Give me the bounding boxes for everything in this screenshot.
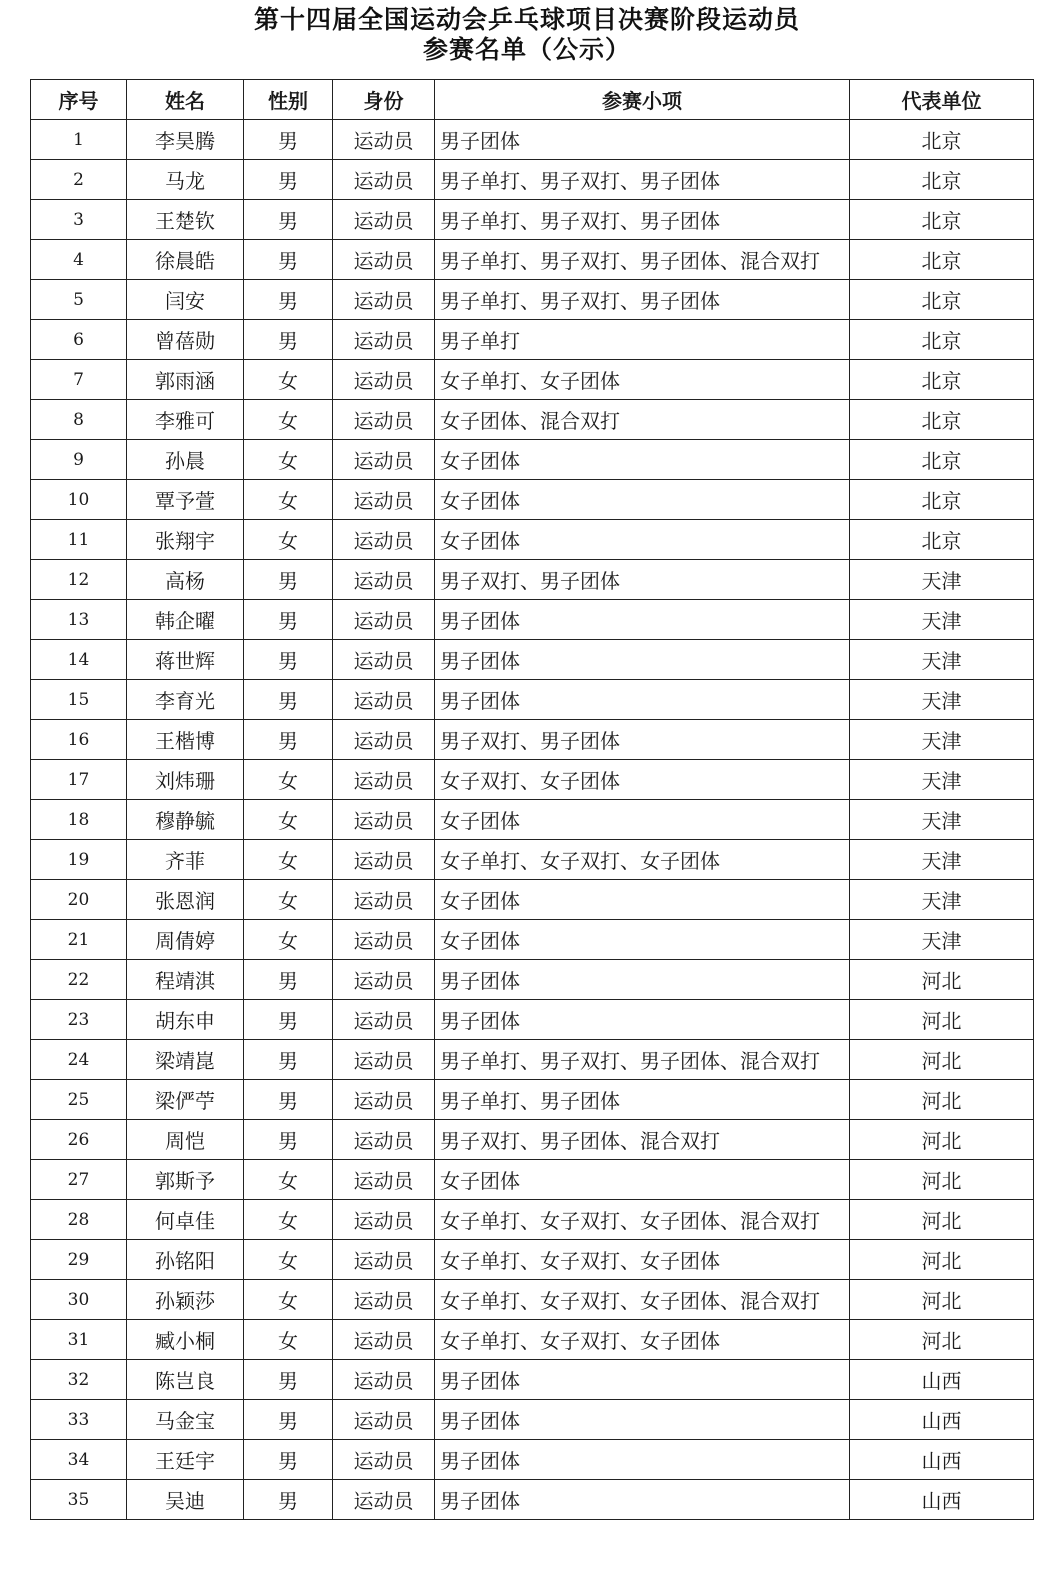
- cell-name: 郭雨涵: [127, 360, 244, 400]
- cell-no: 6: [31, 320, 127, 360]
- cell-name: 胡东申: [127, 1000, 244, 1040]
- header-unit: 代表单位: [850, 80, 1034, 120]
- table-row: [31, 1120, 1034, 1160]
- table-row: [31, 1040, 1034, 1080]
- cell-unit: 河北: [850, 1280, 1034, 1320]
- cell-role: 运动员: [333, 680, 435, 720]
- header-events: 参赛小项: [435, 80, 850, 120]
- cell-no: 11: [31, 520, 127, 560]
- table-row: [31, 1360, 1034, 1400]
- cell-name: 臧小桐: [127, 1320, 244, 1360]
- cell-unit: 山西: [850, 1440, 1034, 1480]
- table-row: [31, 120, 1034, 160]
- cell-no: 8: [31, 400, 127, 440]
- cell-unit: 河北: [850, 960, 1034, 1000]
- cell-unit: 山西: [850, 1480, 1034, 1520]
- cell-unit: 河北: [850, 1120, 1034, 1160]
- cell-unit: 河北: [850, 1080, 1034, 1120]
- cell-name: 覃予萱: [127, 480, 244, 520]
- cell-unit: 北京: [850, 200, 1034, 240]
- cell-no: 16: [31, 720, 127, 760]
- table-row: [31, 480, 1034, 520]
- cell-role: 运动员: [333, 1320, 435, 1360]
- cell-events: 男子团体: [435, 680, 850, 720]
- cell-no: 29: [31, 1240, 127, 1280]
- cell-gender: 女: [244, 1240, 333, 1280]
- cell-unit: 天津: [850, 800, 1034, 840]
- document-title: [0, 0, 1054, 78]
- cell-role: 运动员: [333, 920, 435, 960]
- cell-unit: 天津: [850, 680, 1034, 720]
- cell-events: 男子单打、男子团体: [435, 1080, 850, 1120]
- table-row: [31, 1320, 1034, 1360]
- cell-no: 7: [31, 360, 127, 400]
- cell-unit: 北京: [850, 480, 1034, 520]
- cell-role: 运动员: [333, 280, 435, 320]
- cell-unit: 山西: [850, 1400, 1034, 1440]
- cell-events: 女子团体: [435, 880, 850, 920]
- cell-events: 女子团体: [435, 440, 850, 480]
- cell-no: 17: [31, 760, 127, 800]
- cell-role: 运动员: [333, 1240, 435, 1280]
- cell-no: 28: [31, 1200, 127, 1240]
- cell-no: 25: [31, 1080, 127, 1120]
- cell-name: 孙铭阳: [127, 1240, 244, 1280]
- cell-name: 齐菲: [127, 840, 244, 880]
- cell-unit: 北京: [850, 160, 1034, 200]
- header-name: 姓名: [127, 80, 244, 120]
- cell-role: 运动员: [333, 720, 435, 760]
- table-row: [31, 960, 1034, 1000]
- cell-no: 13: [31, 600, 127, 640]
- title-line-1: 第十四届全国运动会乒乓球项目决赛阶段运动员: [253, 5, 800, 34]
- cell-gender: 男: [244, 640, 333, 680]
- cell-events: 男子团体: [435, 120, 850, 160]
- cell-events: 女子单打、女子双打、女子团体、混合双打: [435, 1280, 850, 1320]
- cell-gender: 男: [244, 1360, 333, 1400]
- cell-gender: 女: [244, 360, 333, 400]
- cell-unit: 天津: [850, 840, 1034, 880]
- cell-role: 运动员: [333, 840, 435, 880]
- header-row: [31, 80, 1034, 120]
- cell-no: 21: [31, 920, 127, 960]
- cell-events: 男子双打、男子团体: [435, 560, 850, 600]
- cell-role: 运动员: [333, 1000, 435, 1040]
- cell-gender: 女: [244, 1200, 333, 1240]
- cell-no: 27: [31, 1160, 127, 1200]
- cell-role: 运动员: [333, 520, 435, 560]
- cell-role: 运动员: [333, 480, 435, 520]
- cell-no: 15: [31, 680, 127, 720]
- cell-events: 男子团体: [435, 640, 850, 680]
- table-row: [31, 600, 1034, 640]
- table-row: [31, 680, 1034, 720]
- table-row: [31, 720, 1034, 760]
- cell-name: 程靖淇: [127, 960, 244, 1000]
- cell-name: 曾蓓勋: [127, 320, 244, 360]
- cell-gender: 男: [244, 240, 333, 280]
- cell-events: 女子团体、混合双打: [435, 400, 850, 440]
- cell-role: 运动员: [333, 320, 435, 360]
- cell-events: 男子团体: [435, 1000, 850, 1040]
- cell-gender: 男: [244, 1040, 333, 1080]
- cell-name: 吴迪: [127, 1480, 244, 1520]
- cell-name: 张翔宇: [127, 520, 244, 560]
- cell-role: 运动员: [333, 160, 435, 200]
- cell-role: 运动员: [333, 760, 435, 800]
- cell-role: 运动员: [333, 1040, 435, 1080]
- table-row: [31, 1080, 1034, 1120]
- cell-gender: 女: [244, 1280, 333, 1320]
- cell-gender: 女: [244, 480, 333, 520]
- table-row: [31, 1280, 1034, 1320]
- table-row: [31, 1480, 1034, 1520]
- table-row: [31, 200, 1034, 240]
- cell-no: 22: [31, 960, 127, 1000]
- table-header: [31, 80, 1034, 120]
- cell-unit: 天津: [850, 880, 1034, 920]
- cell-gender: 女: [244, 520, 333, 560]
- cell-name: 孙晨: [127, 440, 244, 480]
- cell-unit: 北京: [850, 440, 1034, 480]
- cell-no: 35: [31, 1480, 127, 1520]
- cell-gender: 男: [244, 720, 333, 760]
- cell-events: 男子单打、男子双打、男子团体、混合双打: [435, 1040, 850, 1080]
- cell-gender: 男: [244, 1480, 333, 1520]
- cell-gender: 女: [244, 800, 333, 840]
- cell-gender: 女: [244, 880, 333, 920]
- cell-events: 男子双打、男子团体: [435, 720, 850, 760]
- cell-name: 王廷宇: [127, 1440, 244, 1480]
- cell-role: 运动员: [333, 1360, 435, 1400]
- cell-name: 李育光: [127, 680, 244, 720]
- table-body: [31, 120, 1034, 1520]
- table-row: [31, 160, 1034, 200]
- cell-unit: 天津: [850, 600, 1034, 640]
- cell-events: 男子单打、男子双打、男子团体: [435, 280, 850, 320]
- table-row: [31, 240, 1034, 280]
- cell-gender: 男: [244, 560, 333, 600]
- table-row: [31, 840, 1034, 880]
- cell-unit: 北京: [850, 520, 1034, 560]
- table-row: [31, 1400, 1034, 1440]
- cell-no: 30: [31, 1280, 127, 1320]
- cell-events: 女子单打、女子双打、女子团体: [435, 1240, 850, 1280]
- table-row: [31, 320, 1034, 360]
- header-no: 序号: [31, 80, 127, 120]
- cell-no: 19: [31, 840, 127, 880]
- cell-role: 运动员: [333, 960, 435, 1000]
- cell-name: 王楷博: [127, 720, 244, 760]
- cell-events: 男子单打、男子双打、男子团体: [435, 200, 850, 240]
- cell-gender: 男: [244, 1000, 333, 1040]
- cell-role: 运动员: [333, 120, 435, 160]
- cell-gender: 男: [244, 120, 333, 160]
- cell-name: 周恺: [127, 1120, 244, 1160]
- cell-events: 女子团体: [435, 800, 850, 840]
- cell-events: 女子团体: [435, 920, 850, 960]
- cell-no: 33: [31, 1400, 127, 1440]
- table-row: [31, 560, 1034, 600]
- cell-gender: 男: [244, 160, 333, 200]
- cell-unit: 天津: [850, 760, 1034, 800]
- cell-gender: 男: [244, 200, 333, 240]
- table-row: [31, 1000, 1034, 1040]
- table-row: [31, 760, 1034, 800]
- cell-unit: 河北: [850, 1320, 1034, 1360]
- cell-gender: 女: [244, 840, 333, 880]
- cell-no: 12: [31, 560, 127, 600]
- table-row: [31, 400, 1034, 440]
- cell-events: 女子单打、女子双打、女子团体、混合双打: [435, 1200, 850, 1240]
- cell-gender: 男: [244, 1400, 333, 1440]
- cell-gender: 女: [244, 400, 333, 440]
- cell-name: 王楚钦: [127, 200, 244, 240]
- cell-no: 4: [31, 240, 127, 280]
- cell-role: 运动员: [333, 1120, 435, 1160]
- table-row: [31, 920, 1034, 960]
- cell-no: 5: [31, 280, 127, 320]
- cell-role: 运动员: [333, 1200, 435, 1240]
- cell-gender: 男: [244, 280, 333, 320]
- cell-role: 运动员: [333, 1440, 435, 1480]
- cell-gender: 女: [244, 920, 333, 960]
- cell-events: 男子单打、男子双打、男子团体、混合双打: [435, 240, 850, 280]
- cell-gender: 男: [244, 1080, 333, 1120]
- cell-name: 闫安: [127, 280, 244, 320]
- table-row: [31, 640, 1034, 680]
- cell-events: 男子团体: [435, 600, 850, 640]
- cell-unit: 北京: [850, 240, 1034, 280]
- cell-gender: 女: [244, 1320, 333, 1360]
- cell-gender: 女: [244, 1160, 333, 1200]
- cell-gender: 女: [244, 440, 333, 480]
- cell-role: 运动员: [333, 1480, 435, 1520]
- table-row: [31, 360, 1034, 400]
- cell-role: 运动员: [333, 360, 435, 400]
- cell-name: 周倩婷: [127, 920, 244, 960]
- cell-name: 刘炜珊: [127, 760, 244, 800]
- cell-gender: 男: [244, 1120, 333, 1160]
- table-row: [31, 520, 1034, 560]
- cell-events: 女子团体: [435, 520, 850, 560]
- cell-events: 男子团体: [435, 1360, 850, 1400]
- cell-role: 运动员: [333, 1280, 435, 1320]
- table-row: [31, 1240, 1034, 1280]
- cell-role: 运动员: [333, 560, 435, 600]
- cell-no: 23: [31, 1000, 127, 1040]
- cell-name: 梁俨苧: [127, 1080, 244, 1120]
- title-line-2: 参赛名单（公示）: [422, 35, 631, 64]
- cell-name: 郭斯予: [127, 1160, 244, 1200]
- cell-name: 马金宝: [127, 1400, 244, 1440]
- cell-events: 女子团体: [435, 1160, 850, 1200]
- table-row: [31, 440, 1034, 480]
- header-role: 身份: [333, 80, 435, 120]
- cell-role: 运动员: [333, 440, 435, 480]
- cell-events: 男子单打、男子双打、男子团体: [435, 160, 850, 200]
- cell-events: 男子团体: [435, 1440, 850, 1480]
- athlete-roster-table: [30, 79, 1034, 1520]
- cell-name: 梁靖崑: [127, 1040, 244, 1080]
- cell-role: 运动员: [333, 880, 435, 920]
- cell-gender: 男: [244, 320, 333, 360]
- cell-role: 运动员: [333, 400, 435, 440]
- cell-no: 3: [31, 200, 127, 240]
- cell-gender: 女: [244, 760, 333, 800]
- cell-no: 24: [31, 1040, 127, 1080]
- cell-name: 李雅可: [127, 400, 244, 440]
- cell-events: 男子双打、男子团体、混合双打: [435, 1120, 850, 1160]
- cell-events: 男子团体: [435, 1400, 850, 1440]
- cell-role: 运动员: [333, 1080, 435, 1120]
- cell-unit: 河北: [850, 1240, 1034, 1280]
- cell-unit: 河北: [850, 1000, 1034, 1040]
- cell-role: 运动员: [333, 240, 435, 280]
- table-row: [31, 1440, 1034, 1480]
- table-row: [31, 1160, 1034, 1200]
- table-row: [31, 280, 1034, 320]
- cell-unit: 北京: [850, 280, 1034, 320]
- cell-name: 韩企曜: [127, 600, 244, 640]
- cell-role: 运动员: [333, 1400, 435, 1440]
- cell-gender: 男: [244, 1440, 333, 1480]
- cell-name: 张恩润: [127, 880, 244, 920]
- cell-events: 女子单打、女子团体: [435, 360, 850, 400]
- cell-no: 34: [31, 1440, 127, 1480]
- cell-no: 10: [31, 480, 127, 520]
- table-row: [31, 800, 1034, 840]
- cell-gender: 男: [244, 960, 333, 1000]
- cell-events: 女子单打、女子双打、女子团体: [435, 1320, 850, 1360]
- cell-no: 32: [31, 1360, 127, 1400]
- cell-name: 何卓佳: [127, 1200, 244, 1240]
- cell-name: 孙颖莎: [127, 1280, 244, 1320]
- cell-name: 陈岂良: [127, 1360, 244, 1400]
- cell-events: 男子单打: [435, 320, 850, 360]
- cell-no: 14: [31, 640, 127, 680]
- cell-unit: 山西: [850, 1360, 1034, 1400]
- cell-no: 2: [31, 160, 127, 200]
- cell-events: 女子单打、女子双打、女子团体: [435, 840, 850, 880]
- cell-role: 运动员: [333, 200, 435, 240]
- cell-unit: 天津: [850, 560, 1034, 600]
- cell-events: 男子团体: [435, 1480, 850, 1520]
- cell-unit: 河北: [850, 1160, 1034, 1200]
- cell-no: 18: [31, 800, 127, 840]
- table-row: [31, 1200, 1034, 1240]
- cell-events: 女子双打、女子团体: [435, 760, 850, 800]
- cell-gender: 男: [244, 680, 333, 720]
- cell-no: 9: [31, 440, 127, 480]
- cell-unit: 天津: [850, 920, 1034, 960]
- cell-events: 男子团体: [435, 960, 850, 1000]
- cell-no: 26: [31, 1120, 127, 1160]
- cell-unit: 天津: [850, 720, 1034, 760]
- cell-name: 马龙: [127, 160, 244, 200]
- cell-no: 1: [31, 120, 127, 160]
- header-gender: 性别: [244, 80, 333, 120]
- cell-no: 31: [31, 1320, 127, 1360]
- cell-unit: 河北: [850, 1040, 1034, 1080]
- cell-name: 徐晨皓: [127, 240, 244, 280]
- cell-unit: 北京: [850, 120, 1034, 160]
- cell-role: 运动员: [333, 1160, 435, 1200]
- table-row: [31, 880, 1034, 920]
- cell-role: 运动员: [333, 600, 435, 640]
- cell-unit: 河北: [850, 1200, 1034, 1240]
- cell-name: 蒋世辉: [127, 640, 244, 680]
- cell-name: 穆静毓: [127, 800, 244, 840]
- cell-name: 高杨: [127, 560, 244, 600]
- cell-name: 李昊腾: [127, 120, 244, 160]
- cell-unit: 北京: [850, 360, 1034, 400]
- cell-role: 运动员: [333, 800, 435, 840]
- cell-no: 20: [31, 880, 127, 920]
- cell-unit: 北京: [850, 320, 1034, 360]
- cell-unit: 北京: [850, 400, 1034, 440]
- cell-gender: 男: [244, 600, 333, 640]
- cell-unit: 天津: [850, 640, 1034, 680]
- cell-events: 女子团体: [435, 480, 850, 520]
- cell-role: 运动员: [333, 640, 435, 680]
